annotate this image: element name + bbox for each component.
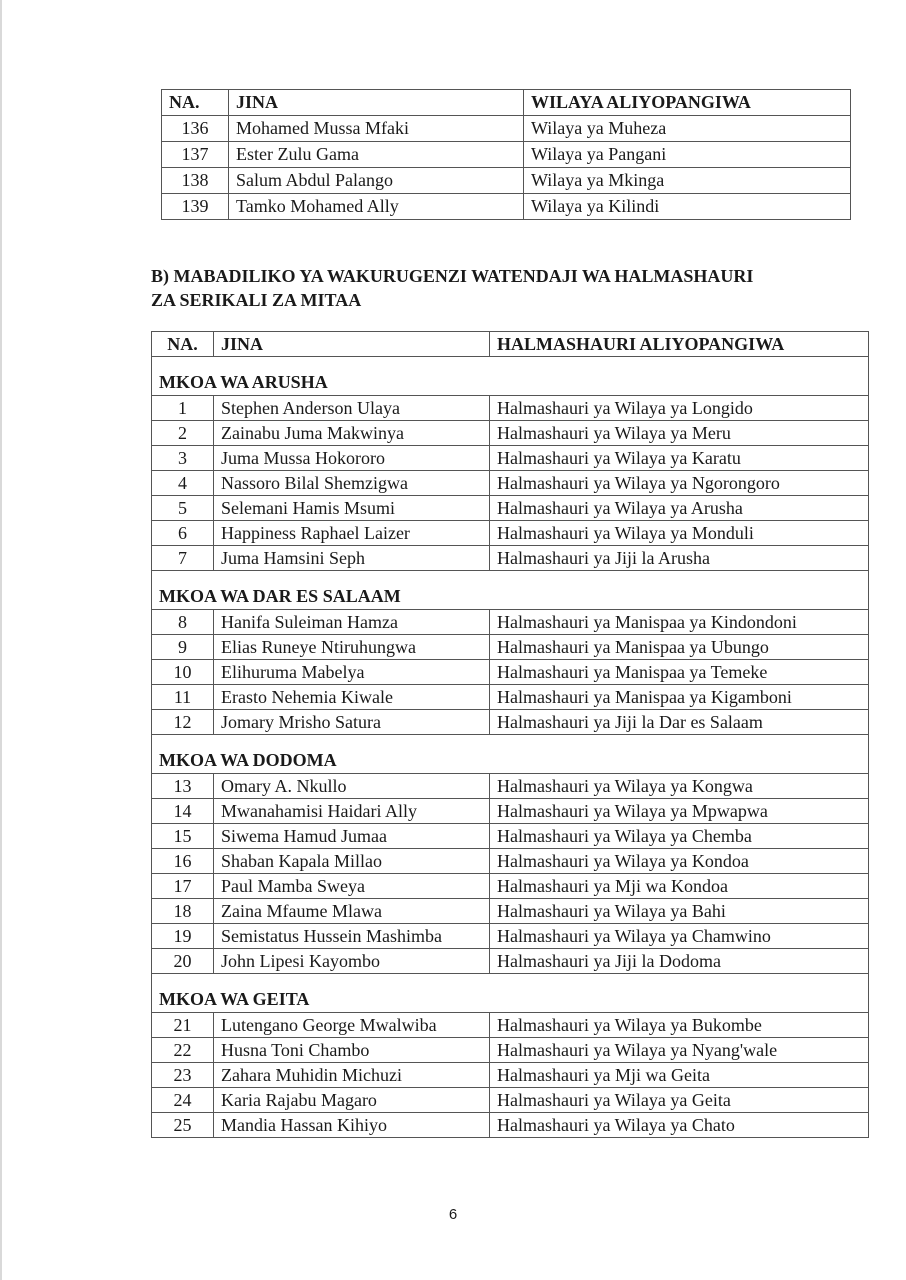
row-name: Mwanahamisi Haidari Ally bbox=[214, 799, 490, 824]
row-name: Zainabu Juma Makwinya bbox=[214, 421, 490, 446]
row-number: 6 bbox=[152, 521, 214, 546]
row-assignment: Halmashauri ya Wilaya ya Monduli bbox=[490, 521, 869, 546]
table-row bbox=[162, 168, 851, 194]
row-assignment: Halmashauri ya Mji wa Geita bbox=[490, 1063, 869, 1088]
section-b-heading bbox=[151, 264, 851, 312]
row-number: 8 bbox=[152, 610, 214, 635]
header-wilaya: WILAYA ALIYOPANGIWA bbox=[524, 90, 851, 116]
row-assignment: Wilaya ya Pangani bbox=[524, 142, 851, 168]
row-assignment: Halmashauri ya Wilaya ya Mpwapwa bbox=[490, 799, 869, 824]
row-number: 2 bbox=[152, 421, 214, 446]
page-edge bbox=[0, 0, 2, 1280]
row-name: Mohamed Mussa Mfaki bbox=[229, 116, 524, 142]
row-number: 19 bbox=[152, 924, 214, 949]
row-number: 139 bbox=[162, 194, 229, 220]
row-assignment: Halmashauri ya Wilaya ya Kongwa bbox=[490, 774, 869, 799]
row-name: John Lipesi Kayombo bbox=[214, 949, 490, 974]
region-row bbox=[152, 735, 869, 774]
row-number: 137 bbox=[162, 142, 229, 168]
row-assignment: Halmashauri ya Manispaa ya Kigamboni bbox=[490, 685, 869, 710]
row-number: 13 bbox=[152, 774, 214, 799]
region-name: MKOA WA GEITA bbox=[152, 974, 869, 1013]
appointments-table-a bbox=[161, 89, 851, 220]
table-a-body bbox=[162, 116, 851, 220]
row-assignment: Wilaya ya Kilindi bbox=[524, 194, 851, 220]
row-number: 21 bbox=[152, 1013, 214, 1038]
row-number: 11 bbox=[152, 685, 214, 710]
appointments-table-b bbox=[151, 331, 869, 1138]
row-name: Shaban Kapala Millao bbox=[214, 849, 490, 874]
header-jina: JINA bbox=[229, 90, 524, 116]
table-row bbox=[152, 899, 869, 924]
row-number: 17 bbox=[152, 874, 214, 899]
table-row bbox=[152, 471, 869, 496]
row-number: 12 bbox=[152, 710, 214, 735]
row-assignment: Halmashauri ya Manispaa ya Temeke bbox=[490, 660, 869, 685]
row-name: Elihuruma Mabelya bbox=[214, 660, 490, 685]
row-assignment: Halmashauri ya Jiji la Dar es Salaam bbox=[490, 710, 869, 735]
row-assignment: Halmashauri ya Wilaya ya Kondoa bbox=[490, 849, 869, 874]
page-number: 6 bbox=[448, 1206, 458, 1223]
region-row bbox=[152, 974, 869, 1013]
row-number: 14 bbox=[152, 799, 214, 824]
row-name: Nassoro Bilal Shemzigwa bbox=[214, 471, 490, 496]
row-assignment: Wilaya ya Mkinga bbox=[524, 168, 851, 194]
row-assignment: Halmashauri ya Mji wa Kondoa bbox=[490, 874, 869, 899]
row-number: 16 bbox=[152, 849, 214, 874]
row-name: Lutengano George Mwalwiba bbox=[214, 1013, 490, 1038]
row-name: Tamko Mohamed Ally bbox=[229, 194, 524, 220]
row-number: 23 bbox=[152, 1063, 214, 1088]
row-name: Omary A. Nkullo bbox=[214, 774, 490, 799]
row-name: Paul Mamba Sweya bbox=[214, 874, 490, 899]
region-name: MKOA WA ARUSHA bbox=[152, 357, 869, 396]
table-row bbox=[152, 824, 869, 849]
table-row bbox=[152, 1088, 869, 1113]
row-number: 10 bbox=[152, 660, 214, 685]
row-name: Happiness Raphael Laizer bbox=[214, 521, 490, 546]
row-name: Stephen Anderson Ulaya bbox=[214, 396, 490, 421]
row-number: 25 bbox=[152, 1113, 214, 1138]
row-assignment: Halmashauri ya Wilaya ya Bahi bbox=[490, 899, 869, 924]
table-row bbox=[152, 774, 869, 799]
row-assignment: Halmashauri ya Wilaya ya Nyang'wale bbox=[490, 1038, 869, 1063]
row-name: Jomary Mrisho Satura bbox=[214, 710, 490, 735]
table-row bbox=[152, 1013, 869, 1038]
table-row bbox=[152, 685, 869, 710]
row-name: Elias Runeye Ntiruhungwa bbox=[214, 635, 490, 660]
row-name: Juma Hamsini Seph bbox=[214, 546, 490, 571]
table-row bbox=[152, 1063, 869, 1088]
row-name: Karia Rajabu Magaro bbox=[214, 1088, 490, 1113]
region-row bbox=[152, 357, 869, 396]
row-number: 138 bbox=[162, 168, 229, 194]
row-assignment: Halmashauri ya Wilaya ya Geita bbox=[490, 1088, 869, 1113]
table-row bbox=[152, 610, 869, 635]
row-name: Zahara Muhidin Michuzi bbox=[214, 1063, 490, 1088]
row-name: Juma Mussa Hokororo bbox=[214, 446, 490, 471]
table-row bbox=[152, 949, 869, 974]
row-assignment: Halmashauri ya Manispaa ya Kindondoni bbox=[490, 610, 869, 635]
table-row bbox=[152, 446, 869, 471]
row-number: 7 bbox=[152, 546, 214, 571]
row-assignment: Halmashauri ya Wilaya ya Meru bbox=[490, 421, 869, 446]
row-name: Semistatus Hussein Mashimba bbox=[214, 924, 490, 949]
table-row bbox=[152, 396, 869, 421]
header-na: NA. bbox=[152, 332, 214, 357]
row-assignment: Halmashauri ya Manispaa ya Ubungo bbox=[490, 635, 869, 660]
row-number: 18 bbox=[152, 899, 214, 924]
row-assignment: Halmashauri ya Wilaya ya Chato bbox=[490, 1113, 869, 1138]
row-assignment: Halmashauri ya Jiji la Dodoma bbox=[490, 949, 869, 974]
row-assignment: Halmashauri ya Wilaya ya Longido bbox=[490, 396, 869, 421]
table-row bbox=[152, 660, 869, 685]
row-number: 22 bbox=[152, 1038, 214, 1063]
table-row bbox=[152, 1038, 869, 1063]
row-assignment: Halmashauri ya Wilaya ya Chamwino bbox=[490, 924, 869, 949]
table-row bbox=[152, 1113, 869, 1138]
row-assignment: Halmashauri ya Jiji la Arusha bbox=[490, 546, 869, 571]
row-name: Mandia Hassan Kihiyo bbox=[214, 1113, 490, 1138]
row-number: 20 bbox=[152, 949, 214, 974]
table-row bbox=[152, 849, 869, 874]
row-assignment: Wilaya ya Muheza bbox=[524, 116, 851, 142]
header-halmashauri: HALMASHAURI ALIYOPANGIWA bbox=[490, 332, 869, 357]
table-row bbox=[152, 546, 869, 571]
table-row bbox=[152, 874, 869, 899]
table-row bbox=[152, 635, 869, 660]
row-name: Ester Zulu Gama bbox=[229, 142, 524, 168]
row-assignment: Halmashauri ya Wilaya ya Karatu bbox=[490, 446, 869, 471]
region-name: MKOA WA DAR ES SALAAM bbox=[152, 571, 869, 610]
region-name: MKOA WA DODOMA bbox=[152, 735, 869, 774]
table-row bbox=[152, 421, 869, 446]
table-row bbox=[152, 799, 869, 824]
table-row bbox=[152, 496, 869, 521]
table-row bbox=[162, 116, 851, 142]
row-name: Erasto Nehemia Kiwale bbox=[214, 685, 490, 710]
row-assignment: Halmashauri ya Wilaya ya Bukombe bbox=[490, 1013, 869, 1038]
table-header-row bbox=[162, 90, 851, 116]
table-row bbox=[152, 924, 869, 949]
row-number: 1 bbox=[152, 396, 214, 421]
row-number: 5 bbox=[152, 496, 214, 521]
row-number: 3 bbox=[152, 446, 214, 471]
row-assignment: Halmashauri ya Wilaya ya Ngorongoro bbox=[490, 471, 869, 496]
row-name: Selemani Hamis Msumi bbox=[214, 496, 490, 521]
header-jina: JINA bbox=[214, 332, 490, 357]
header-na: NA. bbox=[162, 90, 229, 116]
table-row bbox=[152, 710, 869, 735]
row-name: Hanifa Suleiman Hamza bbox=[214, 610, 490, 635]
row-name: Salum Abdul Palango bbox=[229, 168, 524, 194]
row-number: 9 bbox=[152, 635, 214, 660]
row-number: 15 bbox=[152, 824, 214, 849]
region-row bbox=[152, 571, 869, 610]
table-row bbox=[152, 521, 869, 546]
row-name: Husna Toni Chambo bbox=[214, 1038, 490, 1063]
row-assignment: Halmashauri ya Wilaya ya Chemba bbox=[490, 824, 869, 849]
table-row bbox=[162, 142, 851, 168]
section-b-title-line1: B) MABADILIKO YA WAKURUGENZI WATENDAJI WA HALMASHAURI bbox=[151, 266, 754, 286]
table-header-row bbox=[152, 332, 869, 357]
table-b-body bbox=[152, 357, 869, 1138]
row-name: Siwema Hamud Jumaa bbox=[214, 824, 490, 849]
row-assignment: Halmashauri ya Wilaya ya Arusha bbox=[490, 496, 869, 521]
row-number: 24 bbox=[152, 1088, 214, 1113]
table-row bbox=[162, 194, 851, 220]
row-number: 4 bbox=[152, 471, 214, 496]
section-b-title-line2: ZA SERIKALI ZA MITAA bbox=[151, 290, 362, 310]
row-number: 136 bbox=[162, 116, 229, 142]
row-name: Zaina Mfaume Mlawa bbox=[214, 899, 490, 924]
